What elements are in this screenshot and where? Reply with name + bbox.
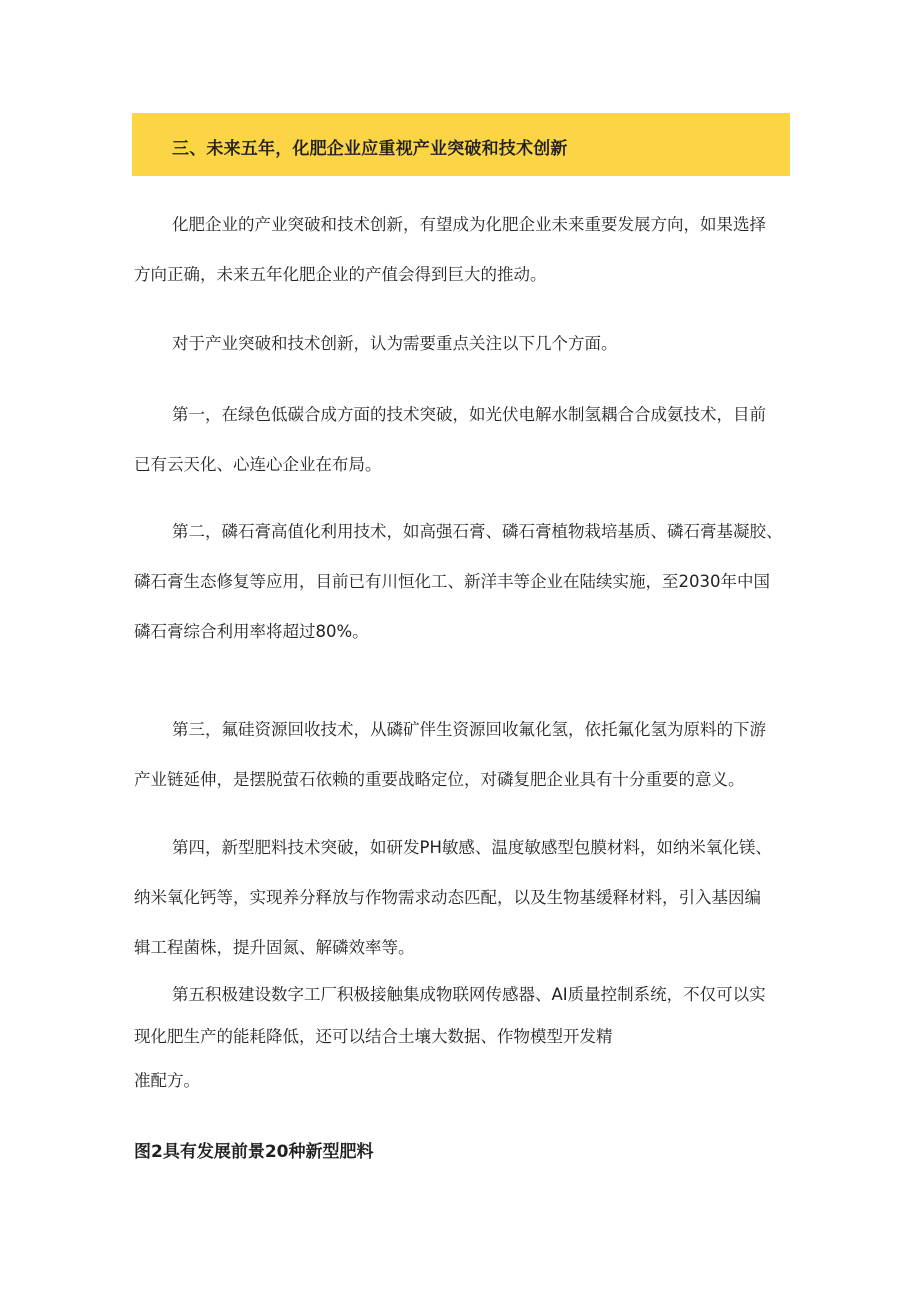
paragraph-line: 第三，氟硅资源回收技术，从磷矿伴生资源回收氟化氢，依托氟化氢为原料的下游: [172, 720, 766, 739]
paragraph-line: 纳米氧化钙等，实现养分释放与作物需求动态匹配，以及生物基缓释材料，引入基因编: [134, 888, 761, 907]
paragraph-line: 现化肥生产的能耗降低，还可以结合土壤大数据、作物模型开发精: [134, 1027, 613, 1046]
paragraph-line: 已有云天化、心连心企业在布局。: [134, 455, 382, 474]
paragraph-line: 产业链延伸，是摆脱萤石依赖的重要战略定位，对磷复肥企业具有十分重要的意义。: [134, 770, 745, 789]
paragraph-line: 辑工程菌株，提升固氮、解磷效率等。: [134, 938, 415, 957]
paragraph-line: 第二，磷石膏高值化利用技术，如高强石膏、磷石膏植物栽培基质、磷石膏基凝胶、: [172, 522, 783, 541]
paragraph-line: 准配方。: [134, 1071, 200, 1090]
paragraph-line: 第四，新型肥料技术突破，如研发PH敏感、温度敏感型包膜材料，如纳米氧化镁、: [172, 838, 772, 857]
paragraph-line: 磷石膏生态修复等应用，目前已有川恒化工、新洋丰等企业在陆续实施，至2030年中国: [134, 572, 770, 591]
paragraph-line: 第五积极建设数字工厂积极接触集成物联网传感器、AI质量控制系统，不仅可以实: [172, 985, 766, 1004]
paragraph-line: 对于产业突破和技术创新，认为需要重点关注以下几个方面。: [172, 334, 618, 353]
section-heading-banner: [132, 113, 790, 176]
section-heading: 三、未来五年，化肥企业应重视产业突破和技术创新: [172, 139, 568, 159]
paragraph-line: 方向正确，未来五年化肥企业的产值会得到巨大的推动。: [134, 265, 547, 284]
paragraph-line: 第一，在绿色低碳合成方面的技术突破，如光伏电解水制氢耦合合成氨技术，目前: [172, 405, 766, 424]
figure-caption: 图2具有发展前景20种新型肥料: [134, 1142, 374, 1162]
paragraph-line: 化肥企业的产业突破和技术创新，有望成为化肥企业未来重要发展方向，如果选择: [172, 215, 766, 234]
paragraph-line: 磷石膏综合利用率将超过80%。: [134, 622, 369, 641]
